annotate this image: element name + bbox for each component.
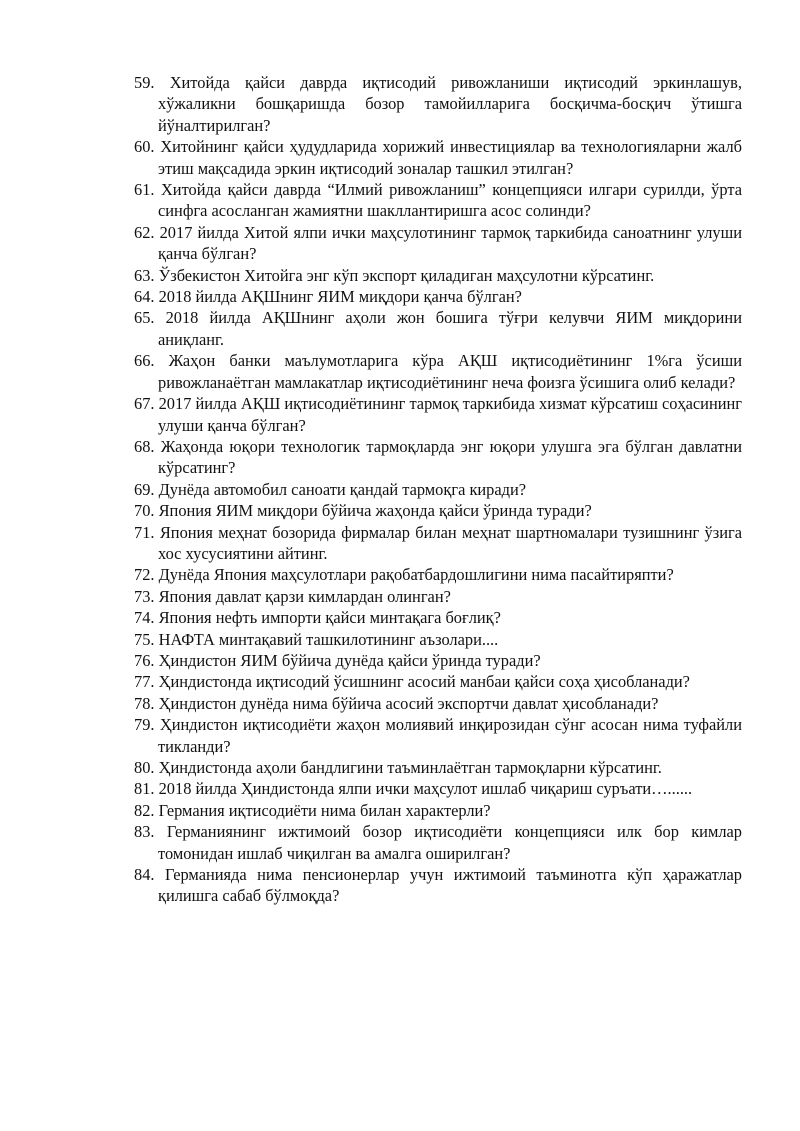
question-number: 72.: [134, 565, 155, 585]
question-text: 2017 йилда Хитой ялпи ички маҳсулотининг тармоқ таркибида саноатнинг улуши қанча бўлган?: [158, 222, 742, 264]
question-item: [134, 265, 742, 286]
question-text: Япония ЯИМ миқдори бўйича жаҳонда қайси ўринда туради?: [158, 501, 592, 521]
question-list: [134, 72, 742, 907]
question-text: Ҳиндистонда иқтисодий ўсишнинг асосий манбаи қайси соҳа ҳисобланади?: [158, 672, 690, 692]
question-item: [134, 757, 742, 778]
question-item: [134, 136, 742, 179]
question-text: Германия иқтисодиёти нима билан характерли?: [158, 800, 491, 820]
question-number: 83.: [134, 822, 155, 842]
question-number: 76.: [134, 650, 155, 670]
question-number: 69.: [134, 479, 155, 499]
question-item: [134, 693, 742, 714]
question-number: 67.: [134, 394, 155, 414]
question-text: Хитойда қайси даврда “Илмий ривожланиш” концепцияси илгари сурилди, ўрта синфга асосланган жамиятни шакллантиришга асос солинди?: [158, 180, 742, 221]
question-text: Ҳиндистон дунёда нима бўйича асосий экспортчи давлат ҳисобланади?: [158, 693, 659, 713]
question-item: [134, 479, 742, 500]
question-item: [134, 821, 742, 864]
question-text: Ҳиндистонда аҳоли бандлигини таъминлаётган тармоқларни кўрсатинг.: [158, 758, 662, 777]
question-number: 75.: [134, 629, 155, 649]
question-number: 80.: [134, 758, 155, 777]
question-item: [134, 650, 742, 671]
question-number: 66.: [134, 351, 155, 371]
question-text: Германиянинг ижтимоий бозор иқтисодиёти концепцияси илк бор кимлар томонидан ишлаб чиқилган ва амалга оширилган?: [158, 822, 742, 863]
question-item: [134, 393, 742, 436]
question-number: 81.: [134, 779, 155, 799]
question-number: 73.: [134, 586, 155, 606]
question-text: Дунёда Япония маҳсулотлари рақобатбардошлигини нима пасайтиряпти?: [158, 565, 674, 585]
question-item: [134, 778, 742, 799]
question-number: 62.: [134, 222, 155, 242]
question-text: Дунёда автомобил саноати қандай тармоқга киради?: [158, 479, 527, 499]
question-text: Япония меҳнат бозорида фирмалар билан меҳнат шартномалари тузишнинг ўзига хос хусусиятини айтинг.: [158, 522, 742, 563]
question-item: [134, 671, 742, 692]
question-text: Германияда нима пенсионерлар учун ижтимоий таъминотга кўп ҳаражатлар қилишга сабаб бўлмоқда?: [158, 865, 742, 906]
question-text: Япония давлат қарзи кимлардан олинган?: [158, 586, 451, 606]
question-number: 68.: [134, 436, 155, 456]
question-item: [134, 179, 742, 222]
question-item: [134, 222, 742, 265]
question-item: [134, 72, 742, 136]
question-item: [134, 307, 742, 350]
question-item: [134, 864, 742, 907]
question-number: 82.: [134, 800, 155, 820]
question-number: 74.: [134, 608, 155, 628]
question-number: 65.: [134, 308, 155, 328]
question-text: Жаҳонда юқори технологик тармоқларда энг юқори улушга эга бўлган давлатни кўрсатинг?: [158, 436, 742, 478]
question-number: 70.: [134, 501, 155, 521]
question-item: [134, 607, 742, 628]
question-number: 64.: [134, 287, 155, 307]
question-text: НАФТА минтақавий ташкилотининг аъзолари....: [158, 629, 499, 649]
question-number: 60.: [134, 137, 155, 157]
question-text: 2017 йилда АҚШ иқтисодиётининг тармоқ таркибида хизмат кўрсатиш соҳасининг улуши қанча бўлган?: [158, 394, 742, 435]
question-item: [134, 629, 742, 650]
question-text: Хитойнинг қайси ҳудудларида хорижий инвестициялар ва технологияларни жалб этиш мақсадида эркин иқтисодий зоналар ташкил этилган?: [158, 137, 742, 178]
question-text: Ўзбекистон Хитойга энг кўп экспорт қиладиган маҳсулотни кўрсатинг.: [158, 265, 655, 285]
question-number: 59.: [134, 73, 155, 92]
question-number: 63.: [134, 265, 155, 285]
question-item: [134, 564, 742, 585]
question-item: [134, 436, 742, 479]
question-item: [134, 800, 742, 821]
question-item: [134, 522, 742, 565]
question-item: [134, 714, 742, 757]
question-number: 79.: [134, 715, 155, 735]
question-text: Япония нефть импорти қайси минтақага боғлиқ?: [158, 608, 501, 628]
question-text: Ҳиндистон иқтисодиёти жаҳон молиявий инқирозидан сўнг асосан нима туфайли тикланди?: [158, 715, 742, 756]
question-number: 71.: [134, 522, 155, 542]
question-text: Жаҳон банки маълумотларига кўра АҚШ иқтисодиётининг 1%га ўсиши ривожланаётган мамлакатлар иқтисодиётининг неча фоизга ўсишига олиб келади?: [158, 351, 742, 392]
question-number: 78.: [134, 693, 155, 713]
question-item: [134, 286, 742, 307]
question-text: 2018 йилда АҚШнинг аҳоли жон бошига тўғри келувчи ЯИМ миқдорини аниқланг.: [158, 308, 742, 349]
question-number: 61.: [134, 180, 155, 200]
question-text: Ҳиндистон ЯИМ бўйича дунёда қайси ўринда туради?: [158, 650, 541, 670]
question-item: [134, 500, 742, 521]
question-text: 2018 йилда Ҳиндистонда ялпи ички маҳсулот ишлаб чиқариш суръати…......: [158, 779, 693, 799]
question-item: [134, 350, 742, 393]
question-text: Хитойда қайси даврда иқтисодий ривожланиши иқтисодий эркинлашув, хўжаликни бошқаришда бозор тамойилларига босқичма-босқич ўтишга йўналтирилган?: [158, 73, 742, 135]
question-number: 84.: [134, 865, 155, 885]
question-item: [134, 586, 742, 607]
question-number: 77.: [134, 672, 155, 692]
question-text: 2018 йилда АҚШнинг ЯИМ миқдори қанча бўлган?: [158, 287, 522, 307]
